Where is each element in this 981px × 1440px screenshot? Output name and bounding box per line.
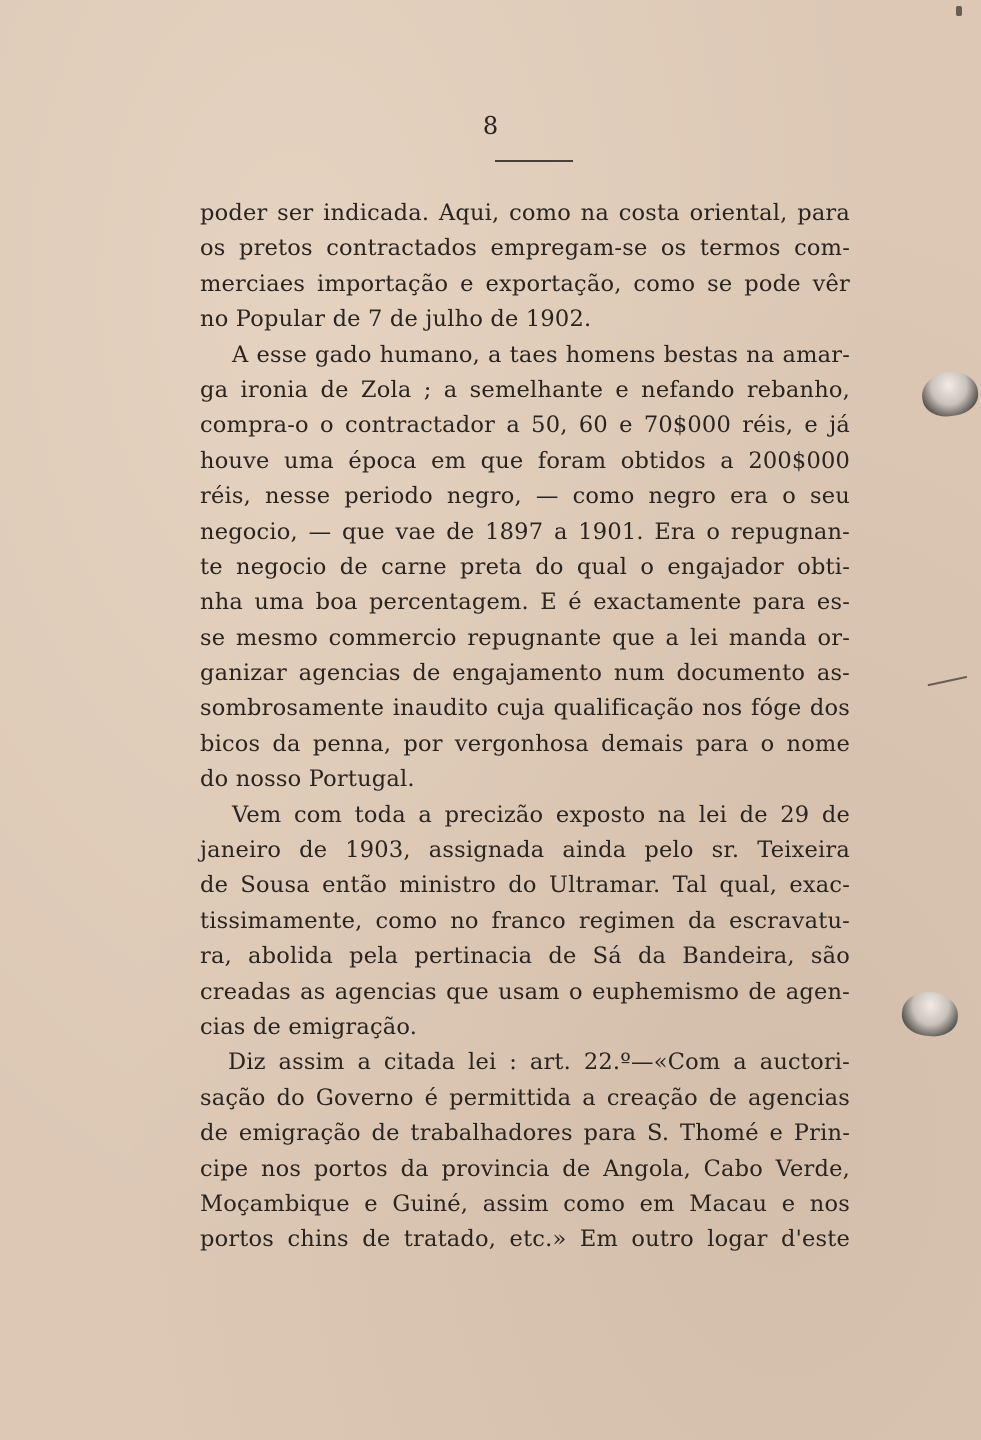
header-rule [495, 160, 573, 162]
text-line: os pretos contractados empregam-se os termos com- [200, 235, 850, 262]
text-line: ga ironia de Zola ; a semelhante e nefando rebanho, [200, 376, 850, 403]
text-line: Vem com toda a precizão exposto na lei de 29 de [232, 801, 850, 828]
text-line: tissimamente, como no franco regimen da escravatu- [200, 907, 850, 934]
binding-hole-mark [900, 989, 960, 1039]
body-text [200, 196, 850, 1258]
text-line: Moçambique e Guiné, assim como em Macau e nos [200, 1190, 850, 1217]
paper-nick-mark [928, 676, 969, 692]
text-line: houve uma época em que foram obtidos a 200$000 [200, 447, 850, 474]
page-number: 8 [482, 112, 499, 140]
text-line: A esse gado humano, a taes homens bestas na amar- [232, 341, 850, 368]
text-line: nha uma boa percentagem. E é exactamente para es- [200, 589, 850, 616]
text-line: compra-o o contractador a 50, 60 e 70$000 réis, e já [200, 412, 850, 439]
text-line: de emigração de trabalhadores para S. Thomé e Prin- [200, 1120, 850, 1147]
text-line: negocio, — que vae de 1897 a 1901. Era o repugnan- [200, 518, 850, 545]
text-line: bicos da penna, por vergonhosa demais para o nome [200, 730, 850, 757]
text-line: sombrosamente inaudito cuja qualificação nos fóge dos [200, 695, 850, 722]
text-line: janeiro de 1903, assignada ainda pelo sr. Teixeira [200, 837, 850, 864]
text-line: creadas as agencias que usam o euphemismo de agen- [200, 978, 850, 1005]
text-line: poder ser indicada. Aqui, como na costa oriental, para [200, 200, 850, 226]
text-line: de Sousa então ministro do Ultramar. Tal qual, exac- [200, 872, 850, 899]
text-line: se mesmo commercio repugnante que a lei manda or- [200, 624, 850, 651]
text-line: ra, abolida pela pertinacia de Sá da Bandeira, são [200, 943, 850, 970]
text-line: do nosso Portugal. [200, 766, 415, 793]
text-line: sação do Governo é permittida a creação de agencias [200, 1084, 850, 1111]
text-line: réis, nesse periodo negro, — como negro era o seu [200, 483, 850, 510]
text-line: cipe nos portos da provincia de Angola, Cabo Verde, [200, 1155, 850, 1182]
binding-hole-mark [919, 368, 981, 419]
text-line: ganizar agencias de engajamento num documento as- [200, 660, 850, 687]
paper-speck [956, 6, 962, 16]
text-line: no Popular de 7 de julho de 1902. [200, 306, 592, 333]
text-line: te negocio de carne preta do qual o engajador obti- [200, 553, 850, 580]
text-line: cias de emigração. [200, 1013, 418, 1040]
text-line: portos chins de tratado, etc.» Em outro logar d'este [200, 1226, 850, 1253]
text-line: merciaes importação e exportação, como se pode vêr [200, 270, 850, 297]
text-line: Diz assim a citada lei : art. 22.º—«Com a auctori- [228, 1049, 850, 1076]
